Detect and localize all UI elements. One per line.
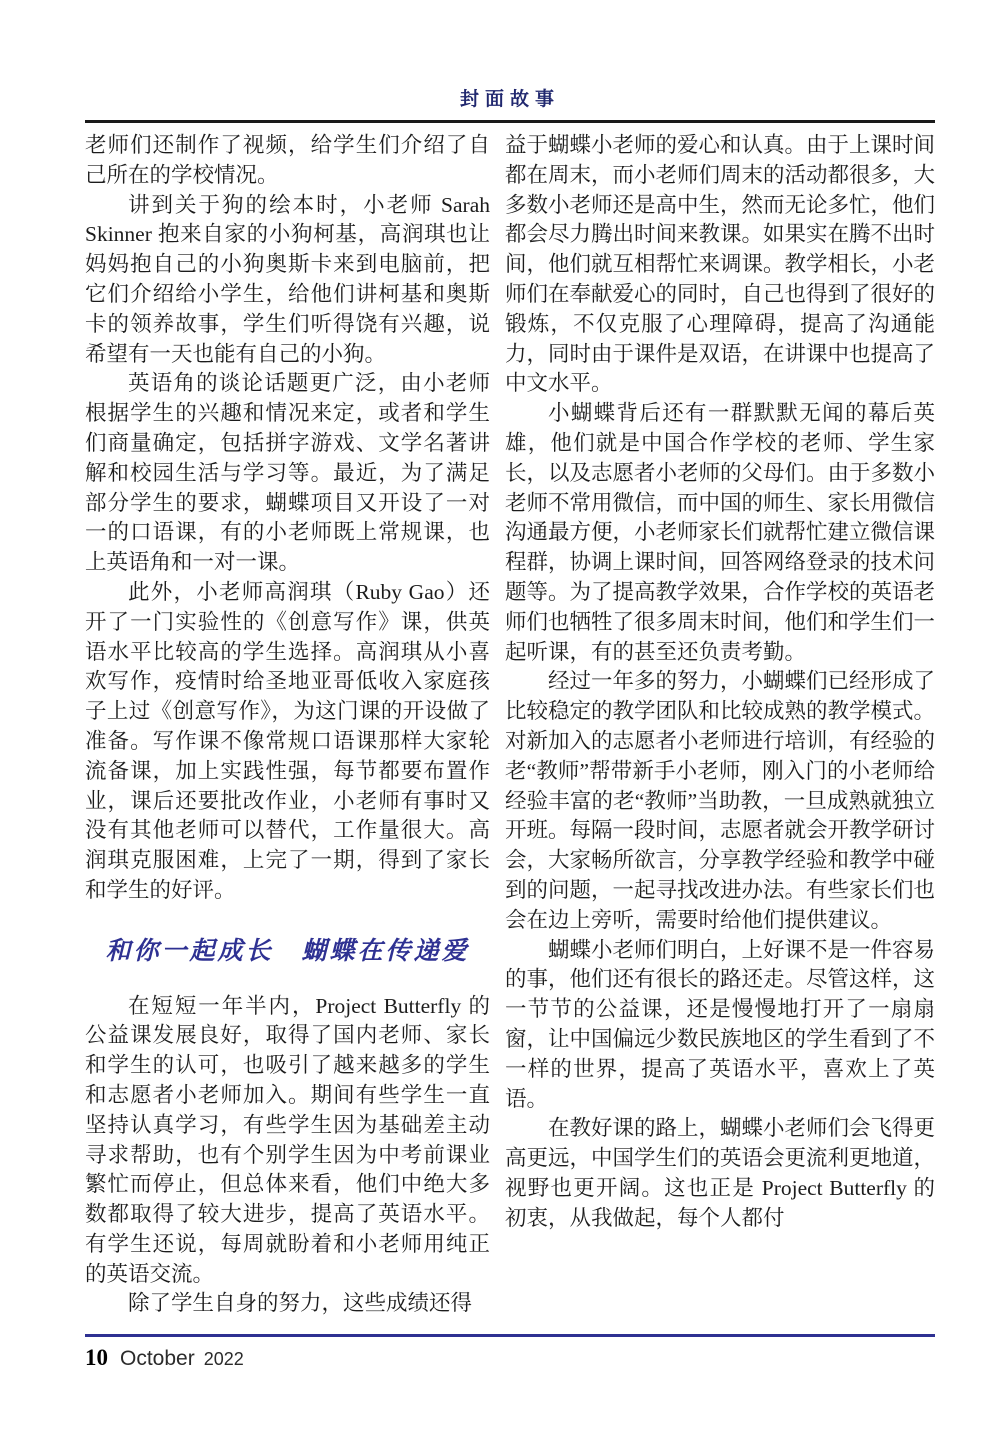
- paragraph: 蝴蝶小老师们明白，上好课不是一件容易的事，他们还有很长的路还走。尽管这样，这一节节的公益课，还是慢慢地打开了一扇扇窗，让中国偏远少数民族地区的学生看到了不一样的世界，提高了英语水平，喜欢上了英语。: [505, 937, 935, 1111]
- article-body: [85, 131, 935, 1329]
- page-footer: [85, 1334, 935, 1371]
- issue-year: 2022: [203, 1349, 244, 1369]
- paragraph: 英语角的谈论话题更广泛，由小老师根据学生的兴趣和情况来定，或者和学生们商量确定，包括拼字游戏、文学名著讲解和校园生活与学习等。最近，为了满足部分学生的要求，蝴蝶项目又开设了一对一的口语课，有的小老师既上常规课，也上英语角和一对一课。: [85, 371, 490, 575]
- page-header-title: 封面故事: [459, 89, 560, 110]
- right-column: [505, 131, 935, 1329]
- page-number: 10: [85, 1345, 108, 1370]
- footer-divider: [85, 1334, 935, 1337]
- paragraph: 讲到关于狗的绘本时，小老师 Sarah Skinner 抱来自家的小狗柯基，高润琪也让妈妈抱自己的小狗奥斯卡来到电脑前，把它们介绍给小学生，给他们讲柯基和奥斯卡的领养故事，学生们听得饶有兴趣，说希望有一天也能有自己的小狗。: [85, 192, 490, 366]
- header-divider: [85, 120, 935, 123]
- paragraph: 经过一年多的努力，小蝴蝶们已经形成了比较稳定的教学团队和比较成熟的教学模式。对新加入的志愿者小老师进行培训，有经验的老“教师”帮带新手小老师，刚入门的小老师给经验丰富的老“教师”当助教，一旦成熟就独立开班。每隔一段时间，志愿者就会开教学研讨会，大家畅所欲言，分享教学经验和教学中碰到的问题，一起寻找改进办法。有些家长们也会在边上旁听，需要时给他们提供建议。: [505, 669, 935, 932]
- left-column: [85, 131, 490, 1329]
- paragraph: 在教好课的路上，蝴蝶小老师们会飞得更高更远，中国学生们的英语会更流利更地道，视野也更开阔。这也正是 Project Butterfly 的初衷，从我做起，每个人都付: [505, 1116, 935, 1230]
- paragraph: 小蝴蝶背后还有一群默默无闻的幕后英雄，他们就是中国合作学校的老师、学生家长，以及志愿者小老师的父母们。由于多数小老师不常用微信，而中国的师生、家长用微信沟通最方便，小老师家长们就帮忙建立微信课程群，协调上课时间，回答网络登录的技术问题等。为了提高教学效果，合作学校的英语老师们也牺牲了很多周末时间，他们和学生们一起听课，有的甚至还负责考勤。: [505, 401, 935, 664]
- paragraph: 老师们还制作了视频，给学生们介绍了自己所在的学校情况。: [85, 133, 490, 187]
- section-heading: 和你一起成长 蝴蝶在传递爱: [105, 935, 470, 965]
- paragraph: 除了学生自身的努力，这些成绩还得: [128, 1291, 473, 1316]
- paragraph: 益于蝴蝶小老师的爱心和认真。由于上课时间都在周末，而小老师们周末的活动都很多，大多数小老师还是高中生，然而无论多忙，他们都会尽力腾出时间来教课。如果实在腾不出时间，他们就互相帮忙来调课。教学相长，小老师们在奉献爱心的同时，自己也得到了很好的锻炼，不仅克服了心理障碍，提高了沟通能力，同时由于课件是双语，在讲课中也提高了中文水平。: [505, 133, 935, 396]
- issue-month: October: [120, 1347, 195, 1370]
- paragraph: 此外，小老师高润琪（Ruby Gao）还开了一门实验性的《创意写作》课，供英语水平比较高的学生选择。高润琪从小喜欢写作，疫情时给圣地亚哥低收入家庭孩子上过《创意写作》，为这门课的开设做了准备。写作课不像常规口语课那样大家轮流备课，加上实践性强，每节都要布置作业，课后还要批改作业，小老师有事时又没有其他老师可以替代，工作量很大。高润琪克服困难，上完了一期，得到了家长和学生的好评。: [85, 579, 490, 902]
- paragraph: 在短短一年半内，Project Butterfly 的公益课发展良好，取得了国内老师、家长和学生的认可，也吸引了越来越多的学生和志愿者小老师加入。期间有些学生一直坚持认真学习，有些学生因为基础差主动寻求帮助，也有个别学生因为中考前课业繁忙而停止，但总体来看，他们中绝大多数都取得了较大进步，提高了英语水平。有学生还说，每周就盼着和小老师用纯正的英语交流。: [85, 993, 490, 1286]
- page-header: [85, 84, 935, 123]
- footer-text: [85, 1345, 935, 1371]
